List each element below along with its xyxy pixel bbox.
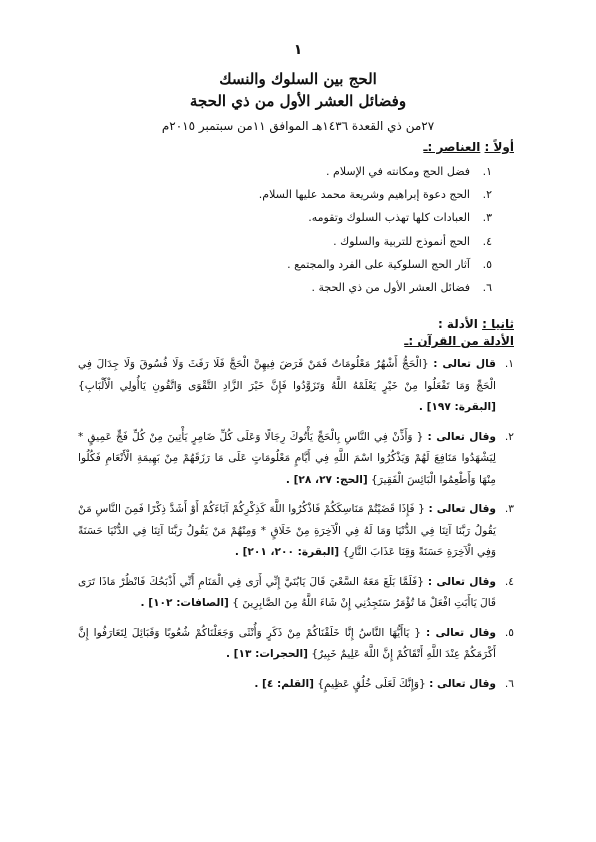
evidence-item: [78, 427, 514, 492]
date-line: ٢٧من ذي القعدة ١٤٣٦هـ الموافق ١١من سبتمبر ٢٠١٥م: [161, 119, 435, 133]
section-heading-prefix: ثانيا :: [482, 317, 514, 332]
elements-list: [78, 160, 514, 299]
item-number: ١.: [504, 358, 514, 371]
document-body: [78, 138, 514, 703]
item-text: الحج دعوة إبراهيم وشريعة محمد عليها السلام.: [258, 188, 470, 202]
item-lead: قال تعالى :: [433, 358, 496, 371]
item-number: ٢.: [482, 188, 492, 202]
item-number: ٣.: [504, 503, 514, 516]
item-number: ٥.: [482, 257, 492, 271]
verse-citation: [البقرة: ٢٠٠، ٢٠١] .: [234, 546, 340, 559]
evidence-list: [78, 354, 514, 695]
item-number: ١.: [482, 165, 492, 178]
item-lead: وقال تعالى :: [427, 575, 496, 588]
verse-citation: [البقرة: ١٩٧] .: [418, 401, 496, 414]
title-line-1: الحج بين السلوك والنسك: [219, 70, 377, 88]
sub-heading-quran: [78, 333, 514, 350]
item-number: ٥.: [504, 626, 514, 639]
item-number: ٦.: [504, 677, 514, 690]
verse-citation: [الصافات: ١٠٢] .: [140, 597, 229, 610]
item-text: آثار الحج السلوكية على الفرد والمجتمع .: [287, 257, 470, 271]
section-heading-elements: [78, 138, 514, 156]
verse-citation: [الحج: ٢٧، ٢٨] .: [285, 473, 368, 486]
item-number: ٦.: [482, 281, 492, 295]
verse-text: {فَلَمَّا بَلَغَ مَعَهُ السَّعْيَ قَالَ يَابُنَيَّ إِنِّي أَرَى فِي الْمَنَامِ أَنِّي أَذْبَحُكَ فَانْظُرْ مَاذَا تَرَى قَالَ يَاأَبَتِ افْعَلْ مَا تُؤْمَرُ سَتَجِدُنِي إِنْ شَاءَ اللَّهُ مِنَ الصَّابِرِينَ }: [78, 575, 496, 610]
title-line-2: وفضائل العشر الأول من ذي الحجة: [189, 92, 407, 110]
section-heading-text: الأدلة :: [437, 317, 478, 332]
verse-text: {الْحَجُّ أَشْهُرٌ مَعْلُومَاتٌ فَمَنْ فَرَضَ فِيهِنَّ الْحَجَّ فَلَا رَفَثَ وَلَا فُسُوقَ وَلَا جِدَالَ فِي الْحَجِّ وَمَا تَفْعَلُوا مِنْ خَيْرٍ يَعْلَمْهُ اللَّهُ وَتَزَوَّدُوا فَإِنَّ خَيْرَ الزَّادِ التَّقْوَى وَاتَّقُونِ يَاأُولِي الْأَلْبَابِ}: [78, 358, 496, 392]
list-item: [78, 206, 492, 229]
verse-text: {وَإِنَّكَ لَعَلَى خُلُقٍ عَظِيمٍ}: [313, 677, 430, 690]
evidence-item: [78, 674, 514, 696]
list-item: [78, 230, 492, 253]
list-item: [78, 160, 492, 183]
section-heading-prefix: أولاً :: [484, 140, 514, 154]
item-lead: وقال تعالى :: [427, 430, 496, 443]
verse-text: { يَاأَيُّهَا النَّاسُ إِنَّا خَلَقْنَاكُمْ مِنْ ذَكَرٍ وَأُنْثَى وَجَعَلْنَاكُمْ شُعُوبًا وَقَبَائِلَ لِتَعَارَفُوا إِنَّ أَكْرَمَكُمْ عِنْدَ اللَّهِ أَتْقَاكُمْ إِنَّ اللَّهَ عَلِيمٌ خَبِيرٌ}: [78, 626, 496, 661]
item-number: ٢.: [504, 430, 514, 443]
evidence-item: [78, 354, 514, 419]
verse-citation: [الحجرات: ١٣] .: [225, 648, 308, 661]
verse-text: { فَإِذَا قَضَيْتُمْ مَنَاسِكَكُمْ فَاذْكُرُوا اللَّهَ كَذِكْرِكُمْ آبَاءَكُمْ أَوْ أَشَدَّ ذِكْرًا فَمِنَ النَّاسِ مَنْ يَقُولُ رَبَّنَا آتِنَا فِي الدُّنْيَا وَمَا لَهُ فِي الْآخِرَةِ مِنْ خَلَاقٍ * وَمِنْهُمْ مَنْ يَقُولُ رَبَّنَا آتِنَا فِي الدُّنْيَا حَسَنَةً وَفِي الْآخِرَةِ حَسَنَةً وَقِنَا عَذَابَ النَّارِ}: [78, 503, 496, 559]
item-text: الحج أنموذج للتربية والسلوك .: [333, 234, 470, 248]
section-heading-evidence: [78, 315, 514, 333]
list-item: [78, 183, 492, 206]
item-number: ٣.: [482, 211, 492, 225]
title-block: [0, 68, 596, 136]
item-number: ٤.: [504, 575, 514, 588]
evidence-item: [78, 572, 514, 615]
list-item: [78, 276, 492, 299]
evidence-item: [78, 499, 514, 564]
item-text: العبادات كلها تهذب السلوك وتقومه.: [308, 211, 470, 225]
item-text: فضائل العشر الأول من ذي الحجة .: [311, 281, 470, 295]
page-number: ١: [293, 42, 303, 58]
verse-text: { وَأَذِّنْ فِي النَّاسِ بِالْحَجِّ يَأْتُوكَ رِجَالًا وَعَلَى كُلِّ ضَامِرٍ يَأْتِينَ مِنْ كُلِّ فَجٍّ عَمِيقٍ * لِيَشْهَدُوا مَنَافِعَ لَهُمْ وَيَذْكُرُوا اسْمَ اللَّهِ فِي أَيَّامٍ مَعْلُومَاتٍ عَلَى مَا رَزَقَهُمْ مِنْ بَهِيمَةِ الْأَنْعَامِ فَكُلُوا مِنْهَا وَأَطْعِمُوا الْبَائِسَ الْفَقِيرَ}: [78, 430, 496, 486]
section-heading-text: العناصر :ـ: [423, 140, 481, 154]
item-number: ٤.: [482, 234, 492, 248]
verse-citation: [القلم: ٤] .: [254, 677, 314, 690]
item-text: فضل الحج ومكانته في الإسلام .: [326, 165, 470, 178]
item-lead: وقال تعالى :: [429, 677, 496, 690]
sub-heading-text: الأدلة من القرآن :ـ: [404, 334, 514, 349]
evidence-item: [78, 623, 514, 666]
item-lead: وقال تعالى :: [425, 626, 497, 639]
list-item: [78, 253, 492, 276]
item-lead: وقال تعالى :: [428, 503, 496, 516]
